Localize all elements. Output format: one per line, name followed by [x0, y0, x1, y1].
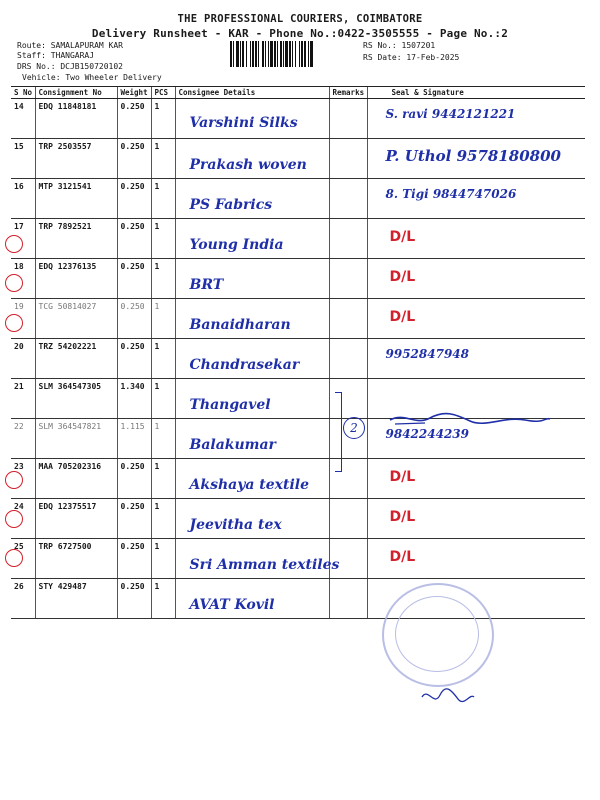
row-pcs: 1 [151, 339, 175, 379]
table-row [11, 99, 585, 139]
rs-number: RS No.: 1507201 [363, 41, 436, 50]
consignee-handwriting: BRT [189, 277, 224, 293]
row-weight: 1.340 [117, 379, 151, 419]
red-circle-mark [5, 314, 23, 332]
barcode-image [230, 41, 352, 67]
row-weight: 0.250 [117, 219, 151, 259]
row-remarks [329, 299, 367, 339]
row-consignee [175, 459, 329, 499]
col-pcs: PCS [151, 87, 175, 99]
row-consignee [175, 99, 329, 139]
remarks-mark: 2 [343, 417, 365, 439]
col-consignment: Consignment No [35, 87, 117, 99]
receiver-signature: P. Uthol 9578180800 [385, 147, 561, 165]
row-signature [367, 339, 585, 379]
row-sno: 18 [11, 259, 35, 299]
row-remarks [329, 579, 367, 619]
row-pcs: 1 [151, 219, 175, 259]
row-remarks [329, 539, 367, 579]
row-signature [367, 539, 585, 579]
row-sno: 14 [11, 99, 35, 139]
row-consignment-no: TRP 7892521 [35, 219, 117, 259]
row-pcs: 1 [151, 539, 175, 579]
row-signature [367, 139, 585, 179]
row-sno: 17 [11, 219, 35, 259]
table-row [11, 259, 585, 299]
row-pcs: 1 [151, 299, 175, 339]
row-remarks [329, 499, 367, 539]
row-consignment-no: MAA 705202316 [35, 459, 117, 499]
row-weight: 0.250 [117, 459, 151, 499]
row-consignment-no: EDQ 12375517 [35, 499, 117, 539]
row-pcs: 1 [151, 259, 175, 299]
stamp-signature-scribble [418, 683, 478, 711]
delivered-mark: D/L [389, 509, 416, 525]
row-consignment-no: SLM 364547821 [35, 419, 117, 459]
row-consignee [175, 179, 329, 219]
table-row [11, 339, 585, 379]
row-consignee [175, 299, 329, 339]
row-pcs: 1 [151, 379, 175, 419]
red-circle-mark [5, 510, 23, 528]
red-circle-mark [5, 471, 23, 489]
consignee-handwriting: AVAT Kovil [189, 597, 275, 613]
table-row [11, 219, 585, 259]
row-remarks [329, 259, 367, 299]
row-consignment-no: MTP 3121541 [35, 179, 117, 219]
row-pcs: 1 [151, 419, 175, 459]
col-signature: Seal & Signature [367, 87, 585, 99]
row-consignee [175, 219, 329, 259]
runsheet-subtitle: Delivery Runsheet - KAR - Phone No.:0422-3505555 - Page No.:2 [91, 27, 509, 40]
row-consignment-no: TRZ 54202221 [35, 339, 117, 379]
consignee-handwriting: Akshaya textile [189, 477, 310, 493]
row-consignee [175, 579, 329, 619]
row-consignment-no: SLM 364547305 [35, 379, 117, 419]
row-weight: 1.115 [117, 419, 151, 459]
row-21-scribble [385, 408, 555, 430]
row-consignment-no: STY 429487 [35, 579, 117, 619]
row-weight: 0.250 [117, 259, 151, 299]
col-consignee: Consignee Details [175, 87, 329, 99]
table-header-row [11, 87, 585, 99]
row-consignee [175, 379, 329, 419]
seal-stamp-inner [395, 596, 479, 672]
row-consignee [175, 499, 329, 539]
col-weight: Weight [117, 87, 151, 99]
consignee-handwriting: Thangavel [189, 397, 271, 413]
delivered-mark: D/L [389, 309, 416, 325]
row-consignment-no: EDQ 12376135 [35, 259, 117, 299]
row-weight: 0.250 [117, 299, 151, 339]
receiver-signature: S. ravi 9442121221 [385, 107, 516, 121]
row-weight: 0.250 [117, 339, 151, 379]
row-sno: 23 [11, 459, 35, 499]
row-consignment-no: TRP 2503557 [35, 139, 117, 179]
consignee-handwriting: Prakash woven [189, 157, 307, 173]
row-sno: 16 [11, 179, 35, 219]
row-sno: 20 [11, 339, 35, 379]
row-remarks [329, 219, 367, 259]
table-row [11, 179, 585, 219]
row-pcs: 1 [151, 99, 175, 139]
row-weight: 0.250 [117, 139, 151, 179]
row-signature [367, 459, 585, 499]
row-weight: 0.250 [117, 499, 151, 539]
row-consignee [175, 339, 329, 379]
row-weight: 0.250 [117, 179, 151, 219]
row-remarks [329, 179, 367, 219]
remarks-bracket [335, 392, 342, 472]
row-signature [367, 99, 585, 139]
table-row [11, 539, 585, 579]
consignee-handwriting: PS Fabrics [189, 197, 273, 213]
row-sno: 21 [11, 379, 35, 419]
staff-label: Staff: THANGARAJ [17, 51, 95, 60]
consignee-handwriting: Banaidharan [189, 317, 291, 333]
row-consignee [175, 419, 329, 459]
row-remarks [329, 139, 367, 179]
row-consignment-no: EDQ 11848181 [35, 99, 117, 139]
table-row [11, 499, 585, 539]
delivered-mark: D/L [389, 269, 416, 285]
consignee-handwriting: Sri Amman textiles [189, 557, 340, 573]
col-sno: S No [11, 87, 35, 99]
rs-date: RS Date: 17-Feb-2025 [363, 53, 460, 62]
delivered-mark: D/L [389, 469, 416, 485]
row-consignment-no: TCG 50814027 [35, 299, 117, 339]
row-consignee [175, 259, 329, 299]
row-sno: 15 [11, 139, 35, 179]
table-row [11, 299, 585, 339]
row-signature [367, 259, 585, 299]
row-pcs: 1 [151, 179, 175, 219]
col-remarks: Remarks [329, 87, 367, 99]
consignee-handwriting: Jeevitha tex [189, 517, 282, 533]
row-weight: 0.250 [117, 99, 151, 139]
row-pcs: 1 [151, 499, 175, 539]
table-row [11, 459, 585, 499]
row-pcs: 1 [151, 459, 175, 499]
row-sno: 19 [11, 299, 35, 339]
row-sno: 25 [11, 539, 35, 579]
row-pcs: 1 [151, 579, 175, 619]
table-row [11, 579, 585, 619]
row-sno: 22 [11, 419, 35, 459]
row-consignee [175, 539, 340, 579]
consignee-handwriting: Young India [189, 237, 284, 253]
delivered-mark: D/L [389, 549, 416, 565]
consignee-handwriting: Balakumar [189, 437, 276, 453]
route-label: Route: SAMALAPURAM KAR [17, 41, 123, 50]
vehicle-label: Vehicle: Two Wheeler Delivery [22, 73, 162, 82]
row-signature [367, 299, 585, 339]
red-circle-mark [5, 235, 23, 253]
row-remarks [329, 99, 367, 139]
table-row [11, 139, 585, 179]
row-consignee [175, 139, 329, 179]
receiver-signature: 9952847948 [385, 347, 469, 361]
row-signature [367, 219, 585, 259]
row-pcs: 1 [151, 139, 175, 179]
company-title: THE PROFESSIONAL COURIERS, COIMBATORE [177, 13, 423, 25]
delivered-mark: D/L [389, 229, 416, 245]
row-weight: 0.250 [117, 579, 151, 619]
row-sno: 24 [11, 499, 35, 539]
barcode-bar [313, 41, 314, 67]
row-signature [367, 179, 585, 219]
consignee-handwriting: Chandrasekar [189, 357, 300, 373]
row-consignment-no: TRP 6727500 [35, 539, 117, 579]
consignee-handwriting: Varshini Silks [189, 115, 298, 131]
row-signature [367, 499, 585, 539]
row-remarks [329, 339, 367, 379]
runsheet-table [11, 86, 585, 619]
receiver-signature: 9842244239 [385, 427, 469, 441]
drs-label: DRS No.: DCJB150720102 [17, 62, 123, 71]
row-weight: 0.250 [117, 539, 151, 579]
row-sno: 26 [11, 579, 35, 619]
receiver-signature: 8. Tigi 9844747026 [385, 187, 517, 201]
